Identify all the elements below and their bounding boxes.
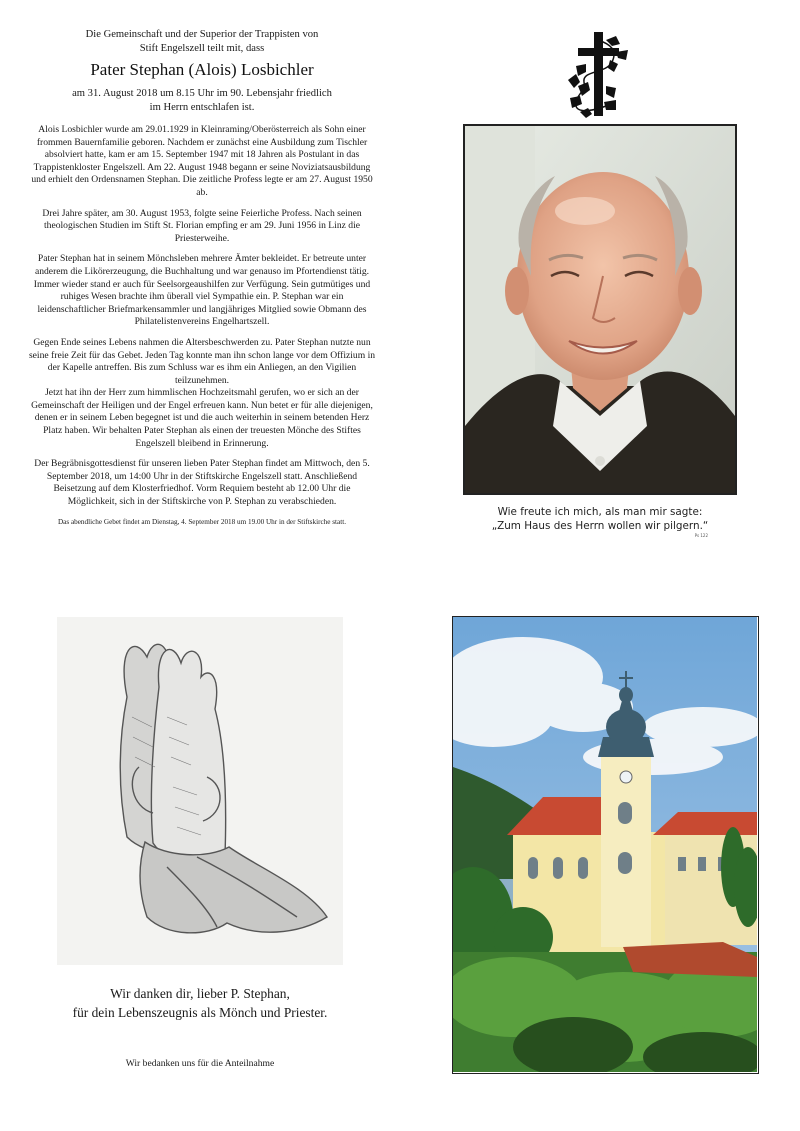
church-photo xyxy=(452,616,759,1074)
death-notice xyxy=(28,87,376,114)
quote-reference: Ps 122 xyxy=(694,533,708,538)
cross-ivy-icon xyxy=(566,30,632,118)
quote-line-1: Wie freute ich mich, als man mir sagte: xyxy=(497,506,703,518)
obituary-text-column xyxy=(28,28,376,527)
funeral-details: Der Begräbnisgottesdienst für unseren lieben Pater Stephan findet am Mittwoch, den 5. September 2018, um 14:00 Uhr in der Stiftskirche Engelszell statt. Anschließend Beisetzung auf dem Klosterfriedhof. Vorm Requiem besteht ab 12.00 Uhr die Möglichkeit, sich in der Stiftskirche von P. Stephan zu verabschieden. xyxy=(34,458,370,508)
biography-paragraph-2: Drei Jahre später, am 30. August 1953, folgte seine Feierliche Profess. Nach seinen theologischen Studien im Stift St. Florian empfing er am 29. Juni 1956 in Linz die Priesterweihe. xyxy=(42,207,362,244)
death-line-2: im Herrn entschlafen ist. xyxy=(149,101,255,113)
psalm-quote xyxy=(440,505,760,538)
biography-paragraph-1: Alois Losbichler wurde am 29.01.1929 in Kleinraming/Oberösterreich als Sohn einer frommen Bauernfamilie geboren. Nachdem er zunächst eine Ausbildung zum Tischler absolviert hatte, kam er am 15. September 1947 mit 18 Jahren als Postulant in das Trappistenkloster Engelszell. Am 22. August 1948 begann er seine Noviziatsausbildung und erhielt den Ordensnamen Stephan. Die zeitliche Profess legte er am 27. August 1950 ab. xyxy=(31,124,373,198)
thanks-line-1: Wir danken dir, lieber P. Stephan, xyxy=(110,986,290,1001)
praying-hands-illustration xyxy=(57,617,343,965)
biography-paragraph-4: Gegen Ende seines Lebens nahmen die Altersbeschwerden zu. Pater Stephan nutzte nun seine freie Zeit für das Gebet. Jeden Tag konnte man ihn schon lange vor dem Offizium in der Kapelle antreffen. Bis zum Schluss war es ihm ein Anliegen, an den Vigilien teilzunehmen. xyxy=(28,336,376,386)
biography-paragraph-5: Jetzt hat ihn der Herr zum himmlischen Hochzeitsmahl gerufen, wo er sich an der Gemeinschaft der Heiligen und der Engel erfreuen kann. Nun betet er für alle diejenigen, denen er in seinem Leben begegnet ist und die auch weiterhin in seinem betenden Herz Platz haben. Wir behalten Pater Stephan als einen der treuesten Mönche des Stiftes Engelszell bleibend in Erinnerung. xyxy=(31,387,373,449)
thanks-text xyxy=(40,984,360,1022)
deceased-name: Pater Stephan (Alois) Losbichler xyxy=(90,60,314,79)
quote-line-2: „Zum Haus des Herrn wollen wir pilgern.“ xyxy=(491,520,709,532)
death-line-1: am 31. August 2018 um 8.15 Uhr im 90. Lebensjahr friedlich xyxy=(72,88,332,99)
intro-line-2: Stift Engelszell teilt mit, dass xyxy=(139,42,265,54)
condolence-thanks: Wir bedanken uns für die Anteilnahme xyxy=(125,1058,275,1069)
intro-text xyxy=(28,28,376,55)
thanks-line-2: für dein Lebenszeugnis als Mönch und Priester. xyxy=(72,1005,328,1020)
evening-prayer-note: Das abendliche Gebet findet am Dienstag, 4. September 2018 um 19.00 Uhr in der Stiftskirche statt. xyxy=(57,517,347,526)
intro-line-1: Die Gemeinschaft und der Superior der Trappisten von xyxy=(85,29,319,40)
portrait-photo xyxy=(463,124,737,495)
biography-paragraph-3: Pater Stephan hat in seinem Mönchsleben mehrere Ämter bekleidet. Er betreute unter anderem die Likörerzeugung, die Buchhaltung und war genauso im Pfortendienst tätig. Immer wieder stand er auch für Seelsorgeaushilfen zur Verfügung. Sein gutmütiges und ruhiges Wesen brachte ihm überall viel Sympathie ein. P. Stephan war ein leidenschaftlicher Briefmarkensammler und langjähriges Mitglied sowie Obmann des Philatelistenvereins Engelhartszell. xyxy=(33,253,371,328)
